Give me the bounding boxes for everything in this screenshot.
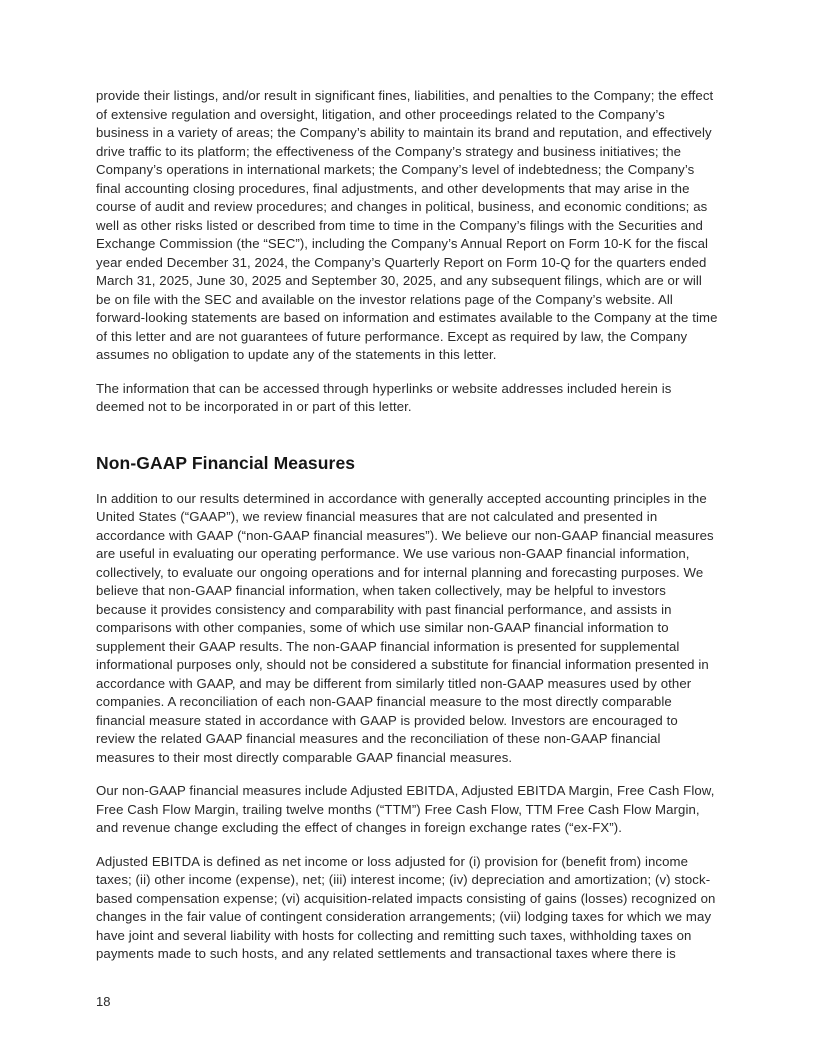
paragraph-non-gaap-intro: In addition to our results determined in accordance with generally accepted accounting principles in the United States (“GAAP”), we review financial measures that are not calculated and presented in accordance with GAAP (“non-GAAP financial measures”). We believe our non-GAAP financial measures are useful in evaluating our operating performance. We use various non-GAAP financial information, collectively, to evaluate our ongoing operations and for internal planning and forecasting purposes. We believe that non-GAAP financial information, when taken collectively, may be helpful to investors because it provides consistency and comparability with past financial performance, and assists in comparisons with other companies, some of which use similar non-GAAP financial information to supplement their GAAP results. The non-GAAP financial information is presented for supplemental informational purposes only, should not be considered a substitute for financial information presented in accordance with GAAP, and may be different from similarly titled non-GAAP measures used by other companies. A reconciliation of each non-GAAP financial measure to the most directly comparable financial measure stated in accordance with GAAP is provided below. Investors are encouraged to review the related GAAP financial measures and the reconciliation of these non-GAAP financial measures to their most directly comparable GAAP financial measures. [96,490,714,765]
paragraph-hyperlinks-disclaimer: The information that can be accessed through hyperlinks or website addresses included herein is deemed not to be incorporated in or part of this letter. [96,380,672,414]
section-heading-non-gaap-financial-measures: Non-GAAP Financial Measures [96,452,356,473]
paragraph-non-gaap-measures-list: Our non-GAAP financial measures include Adjusted EBITDA, Adjusted EBITDA Margin, Free Cash Flow, Free Cash Flow Margin, trailing twelve months (“TTM”) Free Cash Flow, TTM Free Cash Flow Margin, and revenue change excluding the effect of changes in foreign exchange rates (“ex-FX”). [96,783,715,835]
page-content [96,87,720,979]
paragraph-forward-looking-continuation: provide their listings, and/or result in significant fines, liabilities, and penalties to the Company; the effect of extensive regulation and oversight, litigation, and other proceedings related to the Company’s business in a variety of areas; the Company’s ability to maintain its brand and reputation, and effectively drive traffic to its platform; the effectiveness of the Company’s strategy and business initiatives; the Company’s operations in international markets; the Company’s level of indebtedness; the Company’s final accounting closing procedures, final adjustments, and other developments that may arise in the course of audit and review procedures; and changes in political, business, and economic conditions; as well as other risks listed or described from time to time in the Company’s filings with the Securities and Exchange Commission (the “SEC”), including the Company’s Annual Report on Form 10-K for the fiscal year ended December 31, 2024, the Company’s Quarterly Report on Form 10-Q for the quarters ended March 31, 2025, June 30, 2025 and September 30, 2025, and any subsequent filings, which are or will be on file with the SEC and available on the investor relations page of the Company’s website. All forward-looking statements are based on information and estimates available to the Company at the time of this letter and are not guarantees of future performance. Except as required by law, the Company assumes no obligation to update any of the statements in this letter. [96,88,718,362]
page-footer [96,993,110,1011]
page-number: 18 [96,994,111,1009]
paragraph-adjusted-ebitda-definition: Adjusted EBITDA is defined as net income or loss adjusted for (i) provision for (benefit from) income taxes; (ii) other income (expense), net; (iii) interest income; (iv) depreciation and amortization; (v) stock-based compensation expense; (vi) acquisition-related impacts consisting of gains (losses) recognized on changes in the fair value of contingent consideration arrangements; (vii) lodging taxes for which we may have joint and several liability with hosts for collecting and remitting such taxes, withholding taxes on payments made to such hosts, and any related settlements and transactional taxes where there is [96,853,716,961]
